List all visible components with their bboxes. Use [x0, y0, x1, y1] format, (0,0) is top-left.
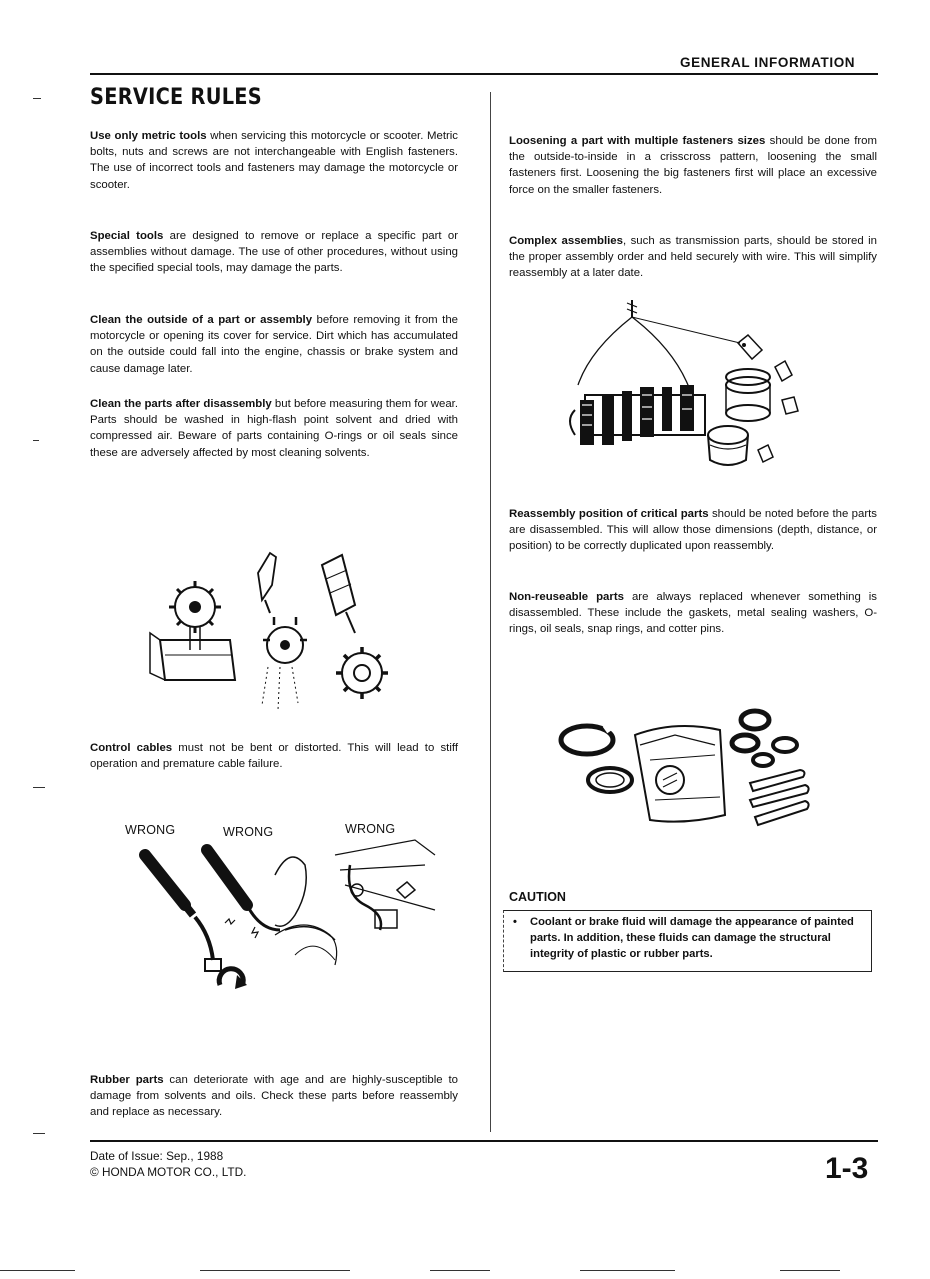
paragraph-body: are designed to remove or replace a specific part or assemblies without damage. The use of other procedures, without using the specified special tools, may damage the parts.: [90, 230, 458, 275]
paragraph-body: must not be bent or distorted. This will lead to stiff operation and premature cable failure.: [90, 742, 458, 771]
paragraph-body: before removing it from the motorcycle or opening its cover for service. Dirt which has accumulated on the outside could fall into the engine, chassis or brake system and cause damage later.: [90, 314, 458, 375]
wired-assembly-illustration: [570, 295, 810, 475]
paragraph-lead: Clean the outside of a part or assembly: [90, 314, 313, 326]
paragraph-lead: Complex assemblies: [509, 235, 623, 247]
caution-text: Coolant or brake fluid will damage the appearance of painted parts. In addition, these fluids can damage the structural integrity of plastic or rubber parts.: [530, 916, 854, 960]
cleaning-parts-illustration: [150, 545, 410, 715]
paragraph-reassembly-position: [509, 506, 877, 555]
paragraph-body: but before measuring them for wear. Parts should be washed in high-flash point solvent and dried with compressed air. Beware of parts containing O-rings or oil seals since these are adversely affected by most cleaning solvents.: [90, 398, 458, 459]
paragraph-clean-parts: [90, 396, 458, 461]
margin-mark: [780, 1270, 840, 1271]
wrong-label-2: WRONG: [223, 825, 274, 839]
paragraph-special-tools: [90, 228, 458, 277]
margin-mark: [33, 787, 45, 788]
issue-date: Date of Issue: Sep., 1988: [90, 1149, 224, 1163]
footer-rule: [90, 1140, 878, 1142]
page-number: 1-3: [825, 1152, 869, 1185]
margin-mark: [200, 1270, 350, 1271]
caution-bullet: •: [513, 916, 517, 928]
paragraph-lead: Control cables: [90, 742, 173, 754]
margin-mark: [33, 1133, 45, 1134]
paragraph-rubber-parts: [90, 1072, 458, 1121]
column-divider: [490, 92, 491, 1132]
wrong-label-1: WRONG: [125, 823, 176, 837]
paragraph-lead: Non-reuseable parts: [509, 591, 624, 603]
wrong-label-3: WRONG: [345, 822, 396, 836]
copyright: © HONDA MOTOR CO., LTD.: [90, 1165, 247, 1179]
paragraph-loosening: [509, 133, 877, 198]
margin-mark: [430, 1270, 490, 1271]
caution-title: CAUTION: [509, 890, 566, 904]
paragraph-lead: Use only metric tools: [90, 130, 207, 142]
paragraph-body: are always replaced whenever something is disassembled. These include the gaskets, metal sealing washers, O-rings, oil seals, snap rings, and cotter pins.: [509, 591, 877, 636]
margin-mark: [580, 1270, 675, 1271]
paragraph-lead: Clean the parts after disassembly: [90, 398, 272, 410]
paragraph-metric-tools: [90, 128, 458, 193]
paragraph-clean-outside: [90, 312, 458, 377]
non-reusable-parts-illustration: [555, 705, 825, 835]
section-header: GENERAL INFORMATION: [680, 55, 856, 70]
paragraph-body: , such as transmission parts, should be stored in the proper assembly order and held securely with wire. This will simplify reassembly at a later date.: [509, 235, 877, 280]
paragraph-lead: Loosening a part with multiple fasteners sizes: [509, 135, 766, 147]
margin-mark: [33, 98, 41, 99]
paragraph-lead: Reassembly position of critical parts: [509, 508, 709, 520]
paragraph-lead: Special tools: [90, 230, 164, 242]
header-rule: [90, 73, 878, 75]
paragraph-body: when servicing this motorcycle or scooter. Metric bolts, nuts and screws are not interchangeable with English fasteners. The use of incorrect tools and fasteners may damage the motorcycle or scooter.: [90, 130, 459, 191]
margin-mark: [33, 440, 39, 441]
paragraph-lead: Rubber parts: [90, 1074, 164, 1086]
paragraph-non-reusable-parts: [509, 589, 877, 638]
paragraph-control-cables: [90, 740, 458, 772]
control-cables-illustration: [135, 835, 445, 1000]
paragraph-complex-assemblies: [509, 233, 877, 282]
paragraph-body: can deteriorate with age and are highly-susceptible to damage from solvents and oils. Check these parts before reassembly and replace as necessary.: [90, 1074, 458, 1119]
paragraph-body: should be done from the outside-to-inside in a crisscross pattern, loosening the small fasteners first. Loosening the big fasteners first will place an excessive force on the smaller fasteners.: [509, 135, 877, 196]
paragraph-body: should be noted before the parts are disassembled. This will allow those dimensions (depth, distance, or position) to be correctly duplicated upon reassembly.: [509, 508, 878, 553]
page-title: SERVICE RULES: [90, 85, 263, 110]
margin-mark: [0, 1270, 75, 1271]
